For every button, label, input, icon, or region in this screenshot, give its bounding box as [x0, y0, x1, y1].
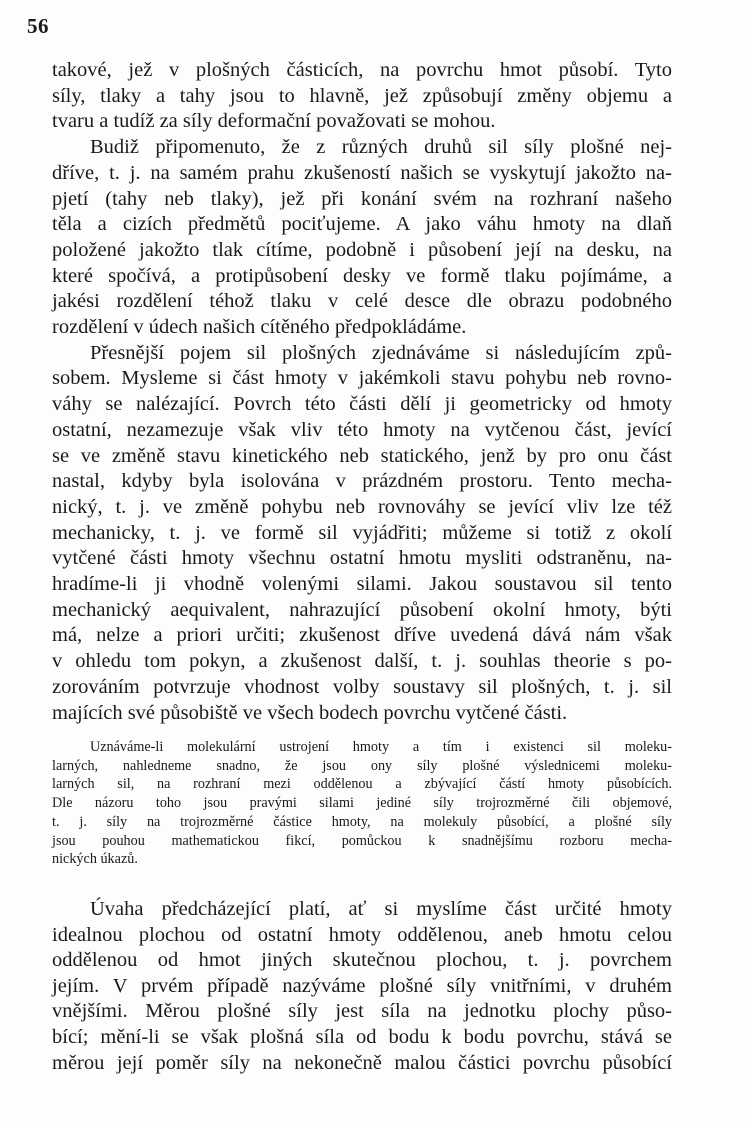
- text-line: nický, t. j. ve změně pohybu neb rovnováhy se jevící vliv lze též: [52, 495, 672, 518]
- text-line: položené jakožto tlak cítíme, podobně i působení její na desku, na: [52, 238, 672, 261]
- text-line: idealnou plochou od ostatní hmoty oddělenou, aneb hmotu celou: [52, 923, 672, 946]
- text-line: pjetí (tahy neb tlaky), jež při konání svém na rozhraní našeho: [52, 187, 672, 210]
- note-line: Uznáváme-li molekulární ustrojení hmoty a tím i existenci sil moleku-: [90, 739, 672, 755]
- note-line: jsou pouhou mathematickou fikcí, pomůckou k snadnějšímu rozboru mecha-: [52, 832, 672, 849]
- text-line: jejím. V prvém případě nazýváme plošné síly vnitřními, v druhém: [52, 974, 672, 997]
- text-line: majících své působiště ve všech bodech povrchu vytčené části.: [52, 701, 568, 724]
- note-line: Dle názoru toho jsou pravými silami jediné síly trojrozměrné čili objemové,: [52, 795, 672, 812]
- text-line: Úvaha předcházející platí, ať si myslíme část určité hmoty: [90, 898, 672, 920]
- note-line: nických úkazů.: [52, 851, 138, 868]
- text-line: jakési rozdělení téhož tlaku v celé desce dle obrazu podobného: [52, 290, 672, 313]
- text-line: v ohledu tom pokyn, a zkušenost další, t. j. souhlas theorie s po-: [52, 650, 672, 673]
- text-line: takové, jež v plošných částicích, na povrchu hmot působí. Tyto: [52, 59, 672, 81]
- text-line: nastal, kdyby byla isolována v prázdném prostoru. Tento mecha-: [52, 470, 672, 493]
- footnote-text: [52, 738, 672, 869]
- text-line: těla a cizích předmětů pociťujeme. A jako váhu hmoty na dlaň: [52, 213, 672, 236]
- text-line: rozdělení v údech našich cítěného předpokládáme.: [52, 316, 467, 339]
- text-line: oddělenou od hmot jiných skutečnou plochou, t. j. povrchem: [52, 949, 672, 972]
- text-line: mechanický aequivalent, nahrazující působení okolní hmoty, býti: [52, 598, 672, 621]
- text-line: mechanicky, t. j. ve formě sil vyjádřiti; můžeme si totiž z okolí: [52, 521, 672, 544]
- text-line: Budiž připomenuto, že z různých druhů sil síly plošné nej-: [90, 136, 672, 159]
- text-line: zorováním potvrzuje vhodnost volby soustavy sil plošných, t. j. sil: [52, 675, 672, 698]
- page-number: 56: [27, 14, 49, 38]
- text-line: ostatní, nezamezuje však vliv této hmoty na vytčenou část, jevící: [52, 418, 672, 441]
- text-line: má, nelze a priori určiti; zkušenost dříve uvedená dává nám však: [52, 624, 672, 647]
- text-line: měrou její poměr síly na nekonečně malou částici povrchu působící: [52, 1051, 672, 1074]
- text-line: se ve změně stavu kinetického neb statického, jenž by pro onu část: [52, 444, 672, 467]
- note-line: t. j. síly na trojrozměrné částice hmoty, na molekuly působící, a plošné síly: [52, 813, 672, 830]
- text-line: tvaru a tudíž za síly deformační považovati se mohou.: [52, 110, 496, 133]
- text-line: sobem. Mysleme si část hmoty v jakémkoli stavu pohybu neb rovno-: [52, 367, 672, 390]
- text-line: které spočívá, a protipůsobení desky ve formě tlaku pojímáme, a: [52, 264, 672, 287]
- closing-text: [52, 897, 672, 1076]
- text-line: vytčené části hmoty všechnu ostatní hmotu mysliti odstraněnu, na-: [52, 547, 672, 570]
- main-text: [52, 58, 672, 726]
- text-line: bící; mění-li se však plošná síla od bodu k bodu povrchu, stává se: [52, 1025, 672, 1048]
- note-line: larných, nahledneme snadno, že jsou ony síly plošné výslednicemi moleku-: [52, 757, 672, 774]
- text-line: dříve, t. j. na samém prahu zkušeností našich se vyskytují jakožto na-: [52, 161, 672, 184]
- note-line: larných sil, na rozhraní mezi oddělenou a zbývající částí hmoty působících.: [52, 776, 672, 793]
- text-line: síly, tlaky a tahy jsou to hlavně, jež způsobují změny objemu a: [52, 84, 672, 107]
- text-line: hradíme-li ji vhodně volenými silami. Jakou soustavou sil tento: [52, 573, 672, 596]
- text-line: vnějšími. Měrou plošné síly jest síla na jednotku plochy půso-: [52, 1000, 672, 1023]
- text-line: váhy se nalézající. Povrch této části dělí ji geometricky od hmoty: [52, 393, 672, 416]
- text-line: Přesnější pojem sil plošných zjednáváme si následujícím způ-: [90, 341, 672, 364]
